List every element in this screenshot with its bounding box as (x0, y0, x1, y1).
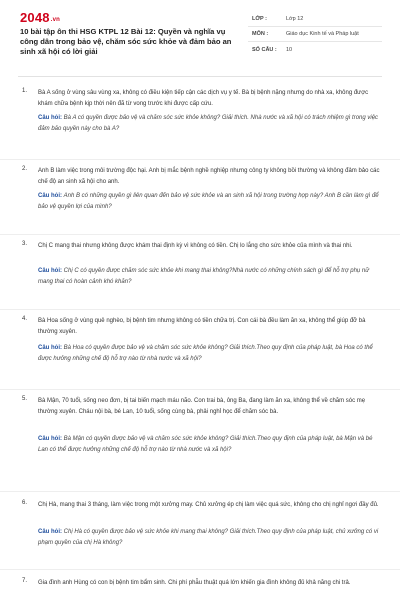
ask-body: Bà Mận có quyền được bảo vệ và chăm sóc sức khỏe không? Giải thích.Theo quy định của pháp luật, bà Mận và bé Lan có thể được hưởng những chế độ hỗ trợ nào từ nhà nước và xã hội? (38, 436, 373, 453)
meta-label: MÔN : (252, 31, 269, 37)
question-ask (38, 191, 382, 212)
meta-row-class (248, 12, 382, 27)
question-text: Anh B làm việc trong môi trường độc hại. Anh bị mắc bệnh nghề nghiệp nhưng công ty không bồi thường và không đảm bảo các chế độ an sinh xã hội cho anh. (38, 168, 380, 185)
document-meta (248, 12, 382, 57)
question-ask (38, 113, 382, 134)
site-logo[interactable] (20, 10, 60, 25)
ask-label: Câu hỏi: (38, 345, 62, 351)
question-item (0, 235, 400, 310)
question-item (0, 390, 400, 492)
question-ask (38, 527, 382, 548)
question-number: 7. (22, 578, 28, 584)
logo-suffix: .vn (50, 17, 61, 23)
ask-body: Chị C có quyền được chăm sóc sức khỏe khi mang thai không?Nhà nước có những chính sách gì để hỗ trợ phụ nữ mang thai có hoàn cảnh khó khăn? (38, 268, 370, 285)
question-item (0, 160, 400, 235)
meta-value: Lớp 12 (286, 16, 304, 22)
ask-label: Câu hỏi: (38, 529, 62, 535)
meta-label: SỐ CÂU : (252, 46, 277, 53)
ask-body: Chị Hà có quyền được bảo vệ sức khỏe khi mang thai không? Giải thích.Theo quy định của pháp luật, chủ xưởng có vi phạm quyền của chị Hà không? (38, 529, 379, 546)
question-number: 4. (22, 316, 28, 322)
question-ask (38, 343, 382, 364)
question-item (0, 570, 400, 600)
question-item (0, 82, 400, 160)
ask-body: Bà A có quyền được bảo vệ và chăm sóc sức khỏe không? Giải thích. Nhà nước và xã hội có trách nhiệm gì trong việc đảm bảo quyền này cho bà A? (38, 115, 379, 132)
meta-row-subject (248, 27, 382, 42)
ask-label: Câu hỏi: (38, 115, 62, 121)
header-divider (18, 76, 382, 77)
question-ask (38, 266, 382, 287)
ask-label: Câu hỏi: (38, 268, 62, 274)
ask-body: Anh B có những quyền gì liên quan đến bảo vệ sức khỏe và an sinh xã hội trong trường hợp này? Anh B cần làm gì để bảo vệ quyền lợi của mình? (38, 193, 379, 210)
meta-value: 10 (286, 46, 293, 53)
meta-label: LỚP : (252, 16, 267, 22)
document-header (0, 0, 400, 80)
ask-label: Câu hỏi: (38, 193, 62, 199)
document-title: 10 bài tập ôn thi HSG KTPL 12 Bài 12: Quyền và nghĩa vụ công dân trong bảo vệ, chăm sóc sức khỏe và đảm bảo an sinh xã hội có lời giải (20, 27, 232, 56)
question-text: Bà Hoa sống ở vùng quê nghèo, bị bệnh tim nhưng không có tiền chữa trị. Con cái bà đều làm ăn xa, không thể giúp đỡ bà thường xuyên. (38, 318, 366, 335)
question-text: Chị C mang thai nhưng không được khám thai định kỳ vì không có tiền. Chị lo lắng cho sức khỏe của mình và thai nhi. (38, 243, 353, 249)
question-item (0, 310, 400, 390)
question-item (0, 492, 400, 570)
logo-text: 2048 (20, 10, 50, 25)
question-text: Bà A sống ở vùng sâu vùng xa, không có điều kiện tiếp cận các dịch vụ y tế. Bà bị bệnh nặng nhưng do nhà xa, không được khám chữa bệnh kịp thời nên đã từ vong trước khi được cấp cứu. (38, 90, 369, 107)
meta-value: Giáo dục Kinh tế và Pháp luật (286, 31, 359, 37)
question-text: Bà Mận, 70 tuổi, sống neo đơn, bị tai biến mạch máu não. Con trai bà, ông Ba, đang làm ăn xa, không thể về chăm sóc mẹ thường xuyên. Cháu nội bà, bé Lan, 10 tuổi, sống cùng bà, phải nghỉ học để chăm sóc bà. (38, 398, 366, 415)
question-text: Chị Hà, mang thai 3 tháng, làm việc trong một xưởng may. Chủ xưởng ép chị làm việc quá sức, không cho chị nghỉ ngơi đầy đủ. (38, 502, 379, 508)
question-ask (38, 434, 382, 455)
question-number: 2. (22, 166, 28, 172)
meta-row-count (248, 42, 382, 57)
ask-body: Bà Hoa có quyền được bảo vệ và chăm sóc sức khỏe không? Giải thích.Theo quy định của pháp luật, bà Hoa có thể được hưởng những chế độ hỗ trợ nào từ nhà nước và xã hội? (38, 345, 373, 362)
question-number: 5. (22, 396, 28, 402)
ask-label: Câu hỏi: (38, 436, 62, 442)
question-number: 3. (22, 241, 28, 247)
question-text: Gia đình anh Hùng có con bị bệnh tim bẩm sinh. Chi phí phẫu thuật quá lớn khiến gia đình không đủ khả năng chi trả. (38, 580, 351, 586)
question-number: 6. (22, 500, 28, 506)
question-number: 1. (22, 88, 28, 94)
